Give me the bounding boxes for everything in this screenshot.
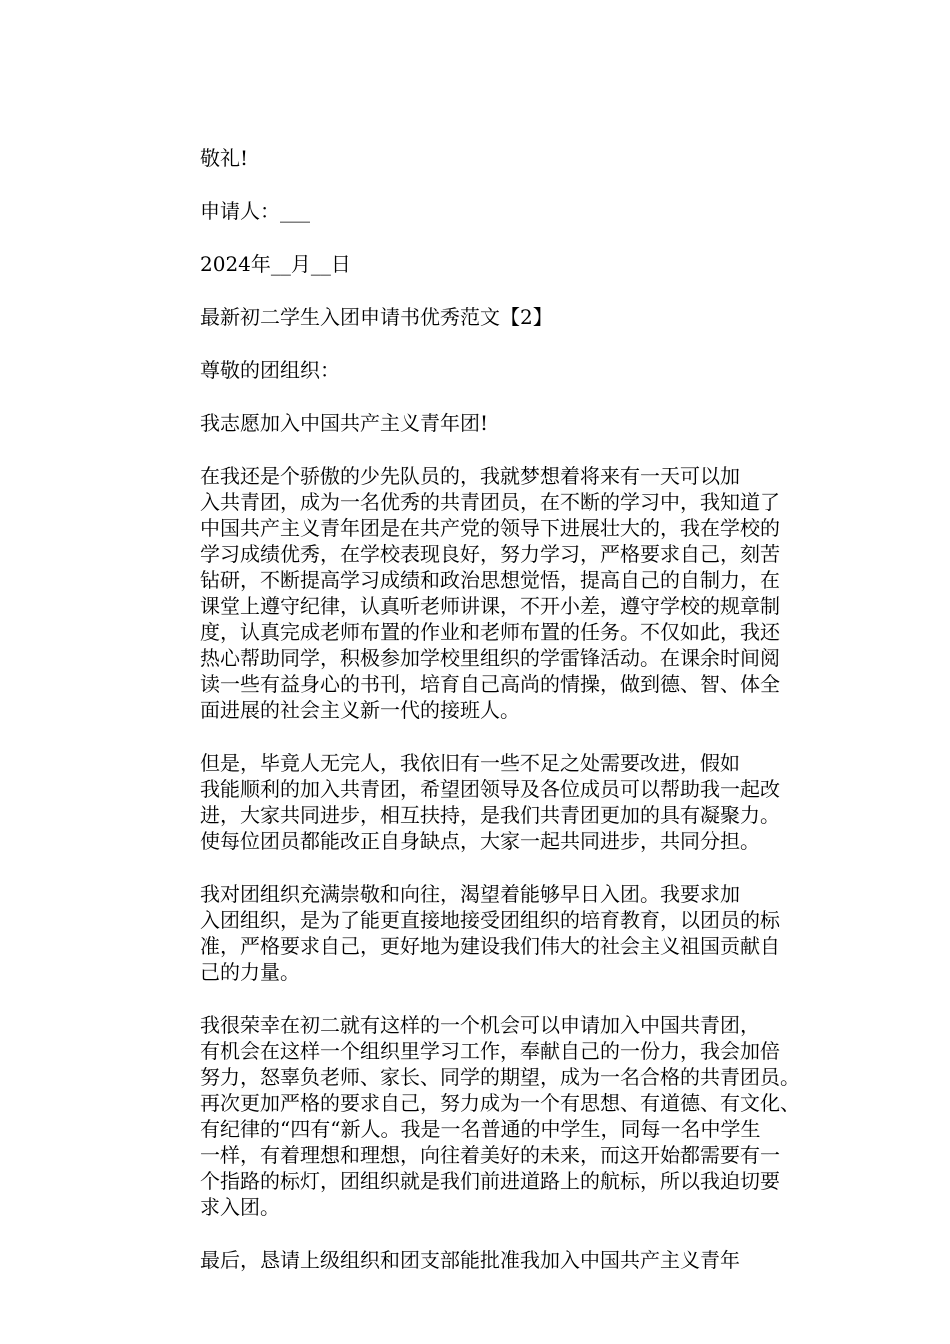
paragraph-line: 我对团组织充满崇敬和向往，渴望着能够早日入团。我要求加 [200, 882, 740, 906]
paragraph-line: 面进展的社会主义新一代的接班人。 [200, 698, 520, 722]
paragraph-line: 钻研，不断提高学习成绩和政治思想觉悟，提高自己的自制力，在 [200, 568, 780, 592]
paragraph-line: 热心帮助同学，积极参加学校里组织的学雷锋活动。在课余时间阅 [200, 646, 780, 670]
paragraph-2 [200, 750, 812, 854]
paragraph-line: 有纪律的“四有“新人。我是一名普通的中学生，同每一名中学生 [200, 1117, 761, 1141]
paragraph-line: 读一些有益身心的书刊，培育自己高尚的情操，做到德、智、体全 [200, 672, 780, 696]
paragraph-line: 度，认真完成老师布置的作业和老师布置的任务。不仅如此，我还 [200, 620, 780, 644]
paragraph-line: 使每位团员都能改正自身缺点，大家一起共同进步，共同分担。 [200, 829, 760, 853]
paragraph-line: 我能顺利的加入共青团，希望团领导及各位成员可以帮助我一起改 [200, 777, 780, 801]
paragraph-line: 一样，有着理想和理想，向往着美好的未来，而这开始都需要有一 [200, 1143, 780, 1167]
paragraph-line: 我很荣幸在初二就有这样的一个机会可以申请加入中国共青团， [200, 1013, 760, 1037]
paragraph-line: 有机会在这样一个组织里学习工作，奉献自己的一份力，我会加倍 [200, 1039, 780, 1063]
paragraph-line: 准，严格要求自己，更好地为建设我们伟大的社会主义祖国贡献自 [200, 934, 780, 958]
paragraph-line: 课堂上遵守纪律，认真听老师讲课，不开小差，遵守学校的规章制 [200, 594, 780, 618]
paragraph-line: 但是，毕竟人无完人，我依旧有一些不足之处需要改进，假如 [200, 751, 740, 775]
paragraph-5 [200, 1247, 812, 1273]
paragraph-3 [200, 881, 812, 985]
paragraph-line: 努力，怒辜负老师、家长、同学的期望，成为一名合格的共青团员。 [200, 1065, 800, 1089]
paragraph-line: 入团组织，是为了能更直接地接受团组织的培育教育，以团员的标 [200, 908, 780, 932]
paragraph-line: 在我还是个骄傲的少先队员的，我就梦想着将来有一天可以加 [200, 464, 740, 488]
salutation: 尊敬的团组织： [200, 358, 340, 382]
applicant-line: 申请人：___ [200, 199, 310, 223]
paragraph-line: 求入团。 [200, 1195, 280, 1219]
date-line: 2024年__月__日 [200, 252, 351, 276]
opening-statement: 我志愿加入中国共产主义青年团! [200, 411, 489, 435]
paragraph-1 [200, 463, 812, 723]
paragraph-line: 学习成绩优秀，在学校表现良好，努力学习，严格要求自己，刻苦 [200, 542, 780, 566]
paragraph-line: 入共青团，成为一名优秀的共青团员，在不断的学习中，我知道了 [200, 490, 780, 514]
paragraph-line: 己的力量。 [200, 960, 300, 984]
section-heading: 最新初二学生入团申请书优秀范文【2】 [200, 305, 553, 329]
paragraph-line: 个指路的标灯，团组织就是我们前进道路上的航标，所以我迫切要 [200, 1169, 780, 1193]
letter-body [200, 145, 812, 1300]
paragraph-line: 最后，恳请上级组织和团支部能批准我加入中国共产主义青年 [200, 1248, 740, 1272]
paragraph-line: 再次更加严格的要求自己，努力成为一个有思想、有道德、有文化、 [200, 1091, 800, 1115]
paragraph-line: 中国共产主义青年团是在共产党的领导下进展壮大的，我在学校的 [200, 516, 780, 540]
closing-salutation: 敬礼! [200, 146, 249, 170]
paragraph-line: 进，大家共同进步，相互扶持，是我们共青团更加的具有凝聚力。 [200, 803, 780, 827]
paragraph-4 [200, 1012, 812, 1220]
